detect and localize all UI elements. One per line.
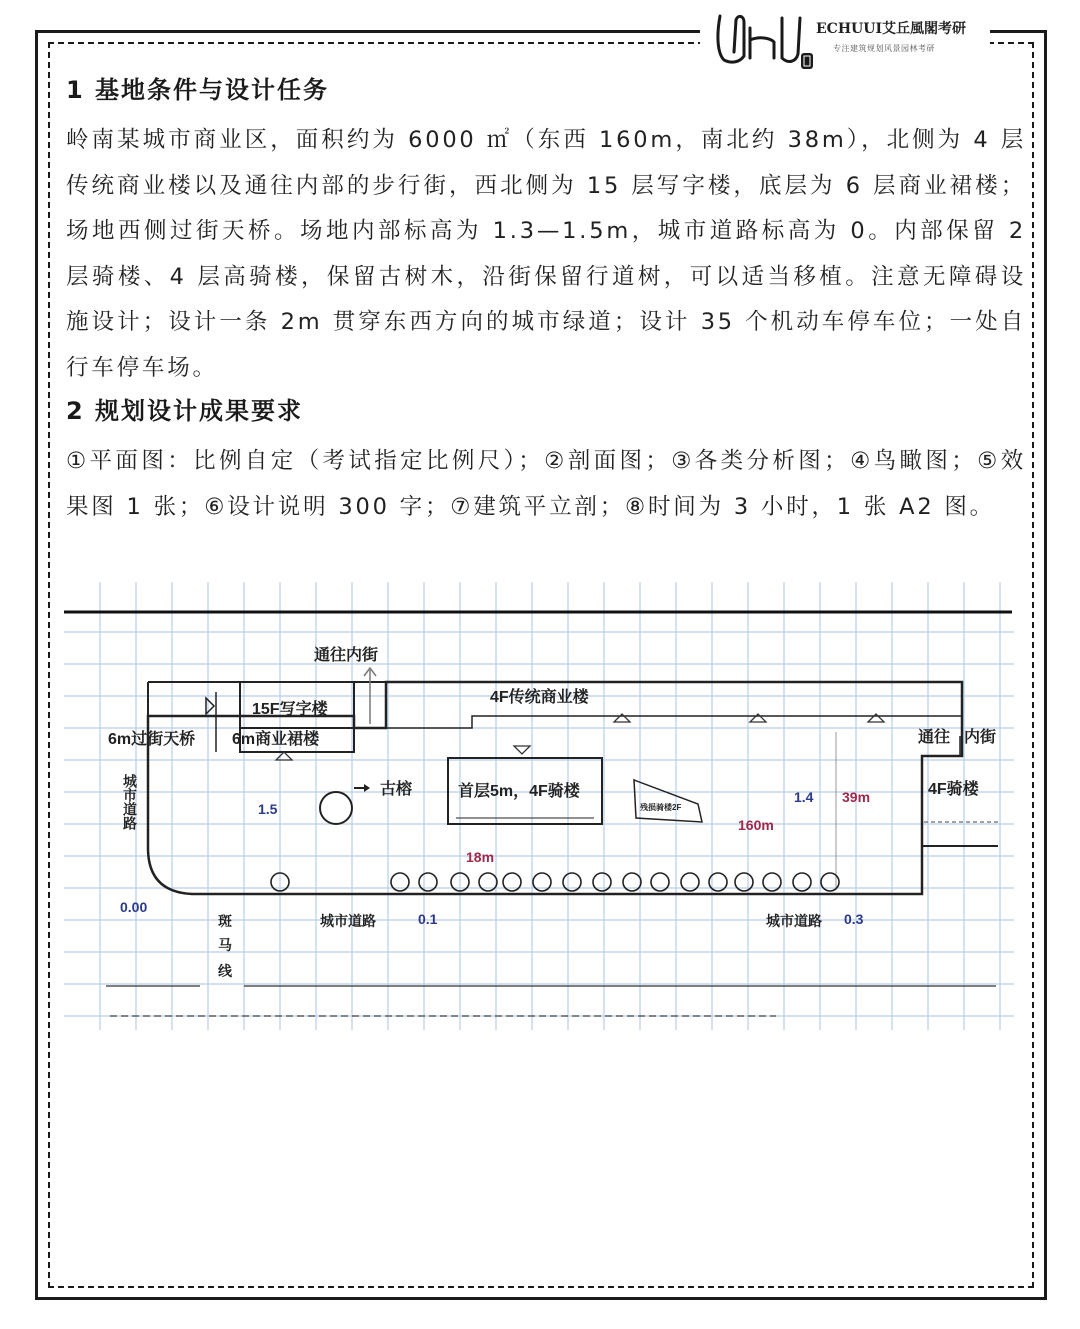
- label-to-1: 通往: [918, 729, 951, 746]
- label-road-south-1: 城市道路: [320, 913, 376, 929]
- dim-length: 160m: [738, 817, 774, 833]
- overpass-symbol: [206, 698, 214, 714]
- elev-east: 1.4: [794, 789, 814, 805]
- entrance-marker: [614, 714, 630, 722]
- site-plan-figure: [64, 582, 1014, 1030]
- label-overpass: 6m过街天桥: [108, 731, 196, 748]
- label-arcade-main: 首层5m，4F骑楼: [458, 783, 580, 800]
- entrance-marker: [868, 714, 884, 722]
- brand-logo-icon: [710, 8, 806, 66]
- label-zebra-2: 马: [218, 937, 232, 953]
- label-zebra-1: 斑: [218, 913, 232, 929]
- document-content: [66, 70, 1026, 530]
- arcade-2f-block: [634, 780, 702, 822]
- label-arcade-east: 4F骑楼: [928, 781, 979, 798]
- label-to-2: 内街: [964, 729, 997, 746]
- section2-body: ①平面图：比例自定（考试指定比例尺）；②剖面图；③各类分析图；④鸟瞰图；⑤效果图 1 张；⑥设计说明 300 字；⑦建筑平立剖；⑧时间为 3 小时，1 张 A2 图。: [66, 448, 1026, 520]
- banyan-tree-icon: [320, 792, 352, 824]
- label-banyan: 古榕: [380, 781, 413, 798]
- entrance-marker: [514, 746, 530, 754]
- brand-name: ECHUUI艾丘風閣考研: [816, 21, 967, 37]
- label-office-tower: 15F写字楼: [252, 701, 328, 718]
- brand-tagline: 专注建筑规划风景园林考研: [833, 44, 935, 53]
- dim-depth-mid: 18m: [466, 849, 495, 865]
- label-zebra-3: 线: [218, 963, 232, 979]
- label-road-south-2: 城市道路: [766, 913, 822, 929]
- section2-title: 2 规划设计成果要求: [66, 397, 304, 425]
- elev-road-mid: 0.1: [418, 911, 438, 927]
- label-podium: 6m商业裙楼: [232, 731, 320, 748]
- section1-body: 岭南某城市商业区，面积约为 6000 ㎡（东西 160m，南北约 38m），北侧为 4 层传统商业楼以及通往内部的步行街，西北侧为 15 层写字楼，底层为 6 层商业裙楼；场地西侧过街天桥。场地内部标高为 1.3—1.5m，城市道路标高为 0。内部保留 2 层骑楼、4 层高骑楼，保留古树木，沿街保留行道树，可以适当移植。注意无障碍设施设计；设计一条 2m 贯穿东西方向的城市绿道；设计 35 个机动车停车位；一处自行车停车场。: [66, 127, 1026, 381]
- grid-lines: [64, 582, 1014, 1030]
- dim-depth-east: 39m: [842, 789, 871, 805]
- label-to-inner-street-top: 通往内街: [314, 647, 379, 664]
- entrance-marker: [750, 714, 766, 722]
- elev-road-west: 0.00: [120, 899, 148, 915]
- section1-title: 1 基地条件与设计任务: [66, 76, 330, 104]
- label-arcade-2f: 残损骑楼2F: [640, 803, 682, 812]
- label-traditional-commercial: 4F传统商业楼: [490, 689, 589, 706]
- entrance-marker: [276, 752, 292, 760]
- elev-road-east: 0.3: [844, 911, 864, 927]
- label-city-road-west: 城市道路: [122, 774, 138, 830]
- seal-icon: [800, 52, 814, 70]
- elev-west: 1.5: [258, 801, 278, 817]
- east-arcade-block: [922, 756, 998, 846]
